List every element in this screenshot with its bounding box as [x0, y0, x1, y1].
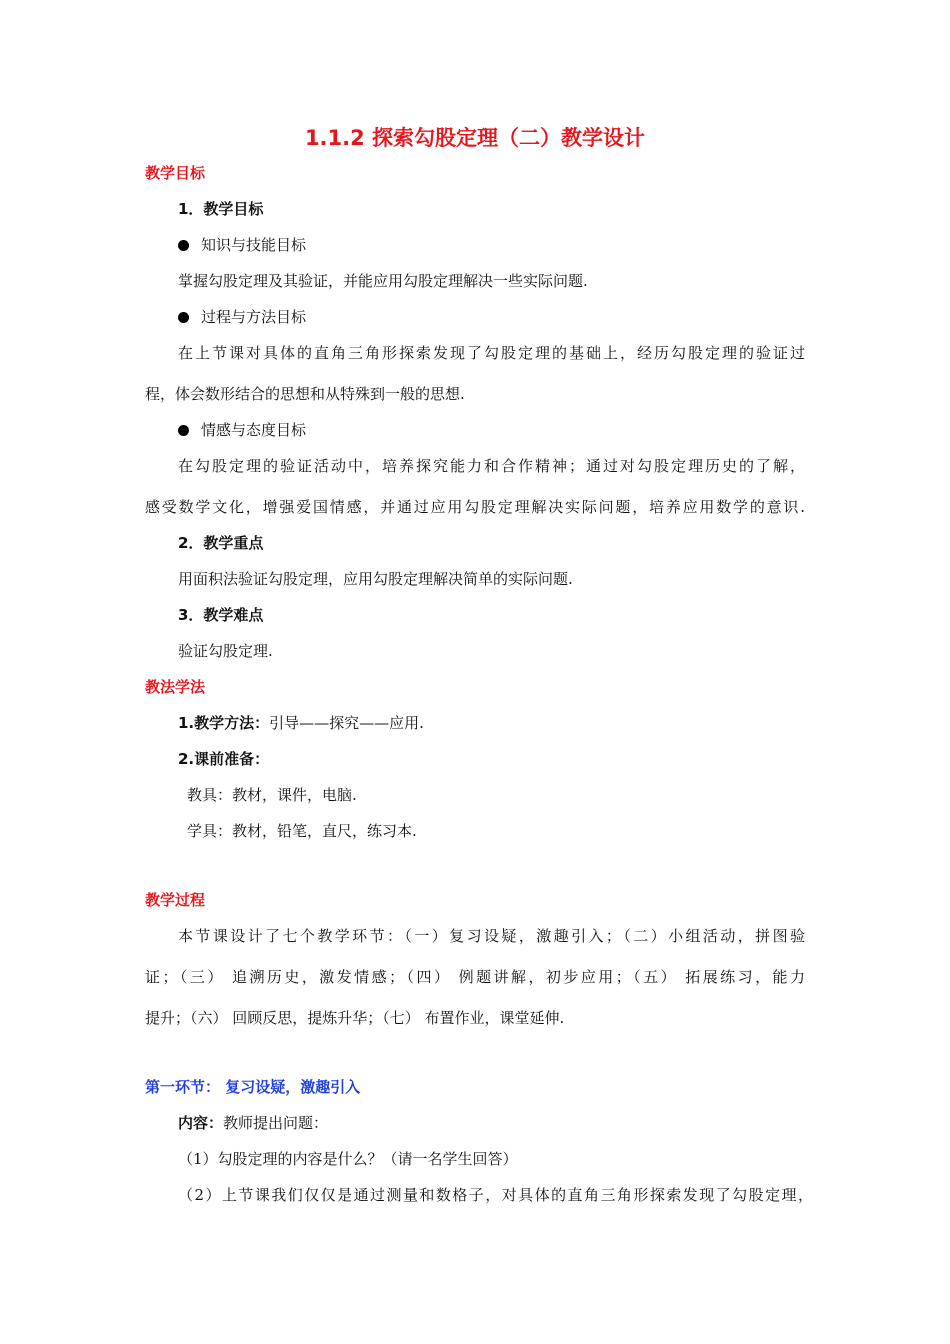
bullet-emotion: [178, 420, 306, 440]
bullet-dot-icon: [178, 312, 189, 323]
prep-label: 2.课前准备：: [178, 750, 270, 768]
stage1-question-2: （2）上节课我们仅仅是通过测量和数格子，对具体的直角三角形探索发现了勾股定理，: [178, 1186, 813, 1204]
process-text-line2: 程，体会数形结合的思想和从特殊到一般的思想.: [145, 385, 465, 403]
bullet-process: [178, 307, 306, 327]
student-tools: 学具：教材，铅笔，直尺，练习本.: [187, 822, 417, 840]
objectives-item2-heading: 2．教学重点: [178, 534, 264, 552]
stage1-content-text: 教师提出问题：: [223, 1114, 329, 1132]
process-intro-line1: 本节课设计了七个教学环节：（一）复习设疑，激趣引入；（二）小组活动，拼图验: [178, 927, 805, 945]
method-label: 1.教学方法：: [178, 714, 270, 732]
bullet-dot-icon: [178, 240, 189, 251]
stage1-content: [178, 1113, 328, 1133]
section-heading-methods: 教法学法: [145, 678, 206, 696]
page-title: 1.1.2 探索勾股定理（二）教学设计: [304, 126, 646, 150]
objectives-item3-heading: 3．教学难点: [178, 606, 264, 624]
process-intro-line3: 提升；（六） 回顾反思，提炼升华；（七） 布置作业，课堂延伸.: [145, 1009, 565, 1027]
teacher-tools: 教具：教材，课件，电脑.: [187, 786, 357, 804]
bullet-process-label: 过程与方法目标: [201, 308, 307, 326]
bullet-emotion-label: 情感与态度目标: [201, 421, 307, 439]
method-text: 引导——探究——应用.: [269, 714, 424, 732]
emotion-text-line2: 感受数学文化，增强爱国情感，并通过应用勾股定理解决实际问题，培养应用数学的意识.: [145, 498, 805, 516]
difficulty-text: 验证勾股定理.: [178, 642, 273, 660]
stage1-heading: 第一环节： 复习设疑，激趣引入: [145, 1078, 361, 1096]
stage1-content-label: 内容：: [178, 1114, 224, 1132]
bullet-dot-icon: [178, 425, 189, 436]
process-intro-line2: 证；（三） 追溯历史，激发情感；（四） 例题讲解，初步应用；（五） 拓展练习，能力: [145, 968, 805, 986]
bullet-knowledge-label: 知识与技能目标: [201, 236, 307, 254]
section-heading-objectives: 教学目标: [145, 164, 206, 182]
bullet-knowledge: [178, 235, 306, 255]
stage1-question-1: （1）勾股定理的内容是什么？（请一名学生回答）: [178, 1150, 518, 1168]
method-line: [178, 713, 424, 733]
emotion-text-line1: 在勾股定理的验证活动中，培养探究能力和合作精神；通过对勾股定理历史的了解，: [178, 457, 805, 475]
process-text-line1: 在上节课对具体的直角三角形探索发现了勾股定理的基础上，经历勾股定理的验证过: [178, 344, 805, 362]
knowledge-text: 掌握勾股定理及其验证，并能应用勾股定理解决一些实际问题.: [178, 272, 588, 290]
objectives-item1-heading: 1．教学目标: [178, 200, 264, 218]
section-heading-process: 教学过程: [145, 891, 206, 909]
key-point-text: 用面积法验证勾股定理，应用勾股定理解决简单的实际问题.: [178, 570, 573, 588]
